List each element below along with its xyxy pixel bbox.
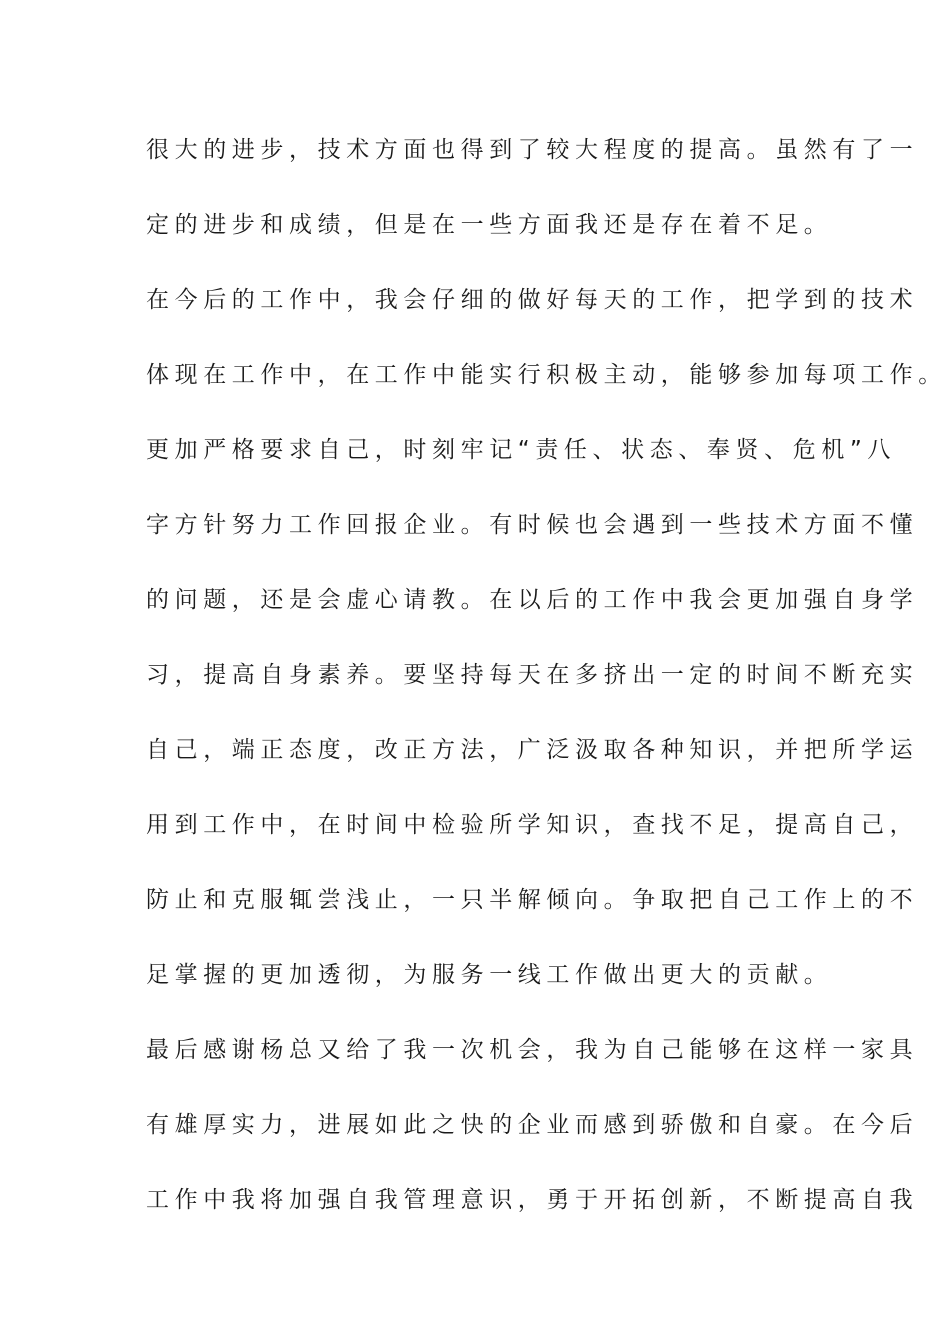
text-line: 在今后的工作中，我会仔细的做好每天的工作，把学到的技术 (146, 287, 919, 313)
text-line: 体现在工作中，在工作中能实行积极主动，能够参加每项工作。 (146, 362, 947, 388)
text-line: 的问题，还是会虚心请教。在以后的工作中我会更加强自身学 (146, 587, 919, 613)
text-line: 足掌握的更加透彻，为服务一线工作做出更大的贡献。 (146, 962, 833, 988)
text-line: 定的进步和成绩，但是在一些方面我还是存在着不足。 (146, 212, 833, 238)
text-line: 自己，端正态度，改正方法，广泛汲取各种知识，并把所学运 (146, 737, 919, 763)
text-line: 用到工作中，在时间中检验所学知识，查找不足，提高自己， (146, 812, 919, 838)
text-line: 更加严格要求自己，时刻牢记“责任、状态、奉贤、危机”八 (146, 437, 897, 463)
text-line: 字方针努力工作回报企业。有时候也会遇到一些技术方面不懂 (146, 512, 919, 538)
text-line: 很大的进步，技术方面也得到了较大程度的提高。虽然有了一 (146, 137, 919, 163)
text-line: 工作中我将加强自我管理意识，勇于开拓创新，不断提高自我 (146, 1187, 919, 1213)
text-line: 习，提高自身素养。要坚持每天在多挤出一定的时间不断充实 (146, 662, 919, 688)
text-line: 最后感谢杨总又给了我一次机会，我为自己能够在这样一家具 (146, 1037, 919, 1063)
text-line: 有雄厚实力，进展如此之快的企业而感到骄傲和自豪。在今后 (146, 1112, 919, 1138)
text-line: 防止和克服辄尝浅止，一只半解倾向。争取把自己工作上的不 (146, 887, 919, 913)
